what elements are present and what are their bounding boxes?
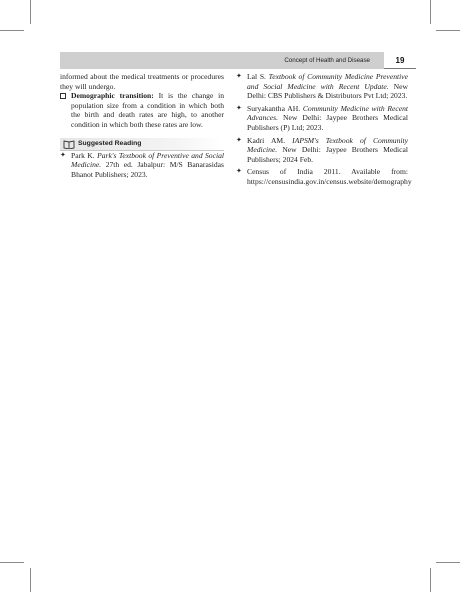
intro-paragraph: informed about the medical treatments or procedures they will undergo. (60, 72, 224, 91)
ref-author: Lal S. (247, 72, 269, 81)
section-title: Suggested Reading (78, 139, 142, 147)
ref-details: 27th ed. Jabalpur: M/S Banarasidas Bhanot Publishers; 2023. (71, 160, 224, 179)
right-column (236, 72, 412, 190)
star-bullet-icon: ✦ (236, 136, 242, 144)
ref-author: Park K. (71, 150, 98, 160)
term: Demographic transition: (71, 91, 154, 101)
ref-text: Census of India 2011. Available from: https://censusindia.gov.in/census.website/demography (247, 167, 412, 186)
reference-item (236, 167, 412, 186)
reference-item (236, 72, 408, 101)
crop-mark (436, 30, 460, 31)
ref-title: IAPSM's Textbook of Community Medicine. (247, 135, 408, 155)
ref-details: New Delhi: CBS Publishers & Distributors Pvt Ltd; 2023. (247, 81, 408, 101)
crop-mark (30, 568, 31, 592)
ref-details: New Delhi: Jaypee Brothers Medical Publishers (P) Ltd; 2023. (247, 113, 408, 132)
ref-details: New Delhi: Jaypee Brothers Medical Publishers; 2024 Feb. (247, 145, 408, 164)
star-bullet-icon: ✦ (60, 151, 66, 159)
ref-author: Kadri AM. (247, 135, 293, 145)
reference-item (60, 151, 224, 180)
reference-item (236, 136, 408, 165)
crop-mark (0, 30, 24, 31)
running-header (60, 52, 416, 69)
crop-mark (436, 562, 460, 563)
star-bullet-icon: ✦ (236, 73, 242, 80)
star-bullet-icon: ✦ (236, 168, 242, 176)
ref-title: Textbook of Community Medicine Preventive and Social Medicine with Recent Update. (247, 72, 408, 91)
reference-item (236, 104, 408, 133)
left-column (60, 72, 224, 182)
crop-mark (430, 568, 431, 592)
running-title: Concept of Health and Disease (60, 52, 384, 69)
crop-mark (0, 562, 24, 563)
book-icon (63, 139, 75, 149)
crop-mark (30, 0, 31, 24)
definition: It is the change in population size from a condition in which both the birth and death rates are high, to another condition in which both these rates are low. (71, 91, 224, 129)
demographic-transition-item (60, 91, 224, 129)
ref-author: Suryakantha AH. (247, 103, 303, 113)
star-bullet-icon: ✦ (236, 104, 242, 112)
page-number: 19 (384, 52, 416, 69)
ref-title: Community Medicine with Recent Advances. (247, 103, 408, 123)
square-bullet-icon (60, 93, 66, 99)
section-heading (60, 138, 224, 151)
crop-mark (430, 0, 431, 24)
ref-title: Park's Textbook of Preventive and Social Medicine. (71, 150, 224, 170)
